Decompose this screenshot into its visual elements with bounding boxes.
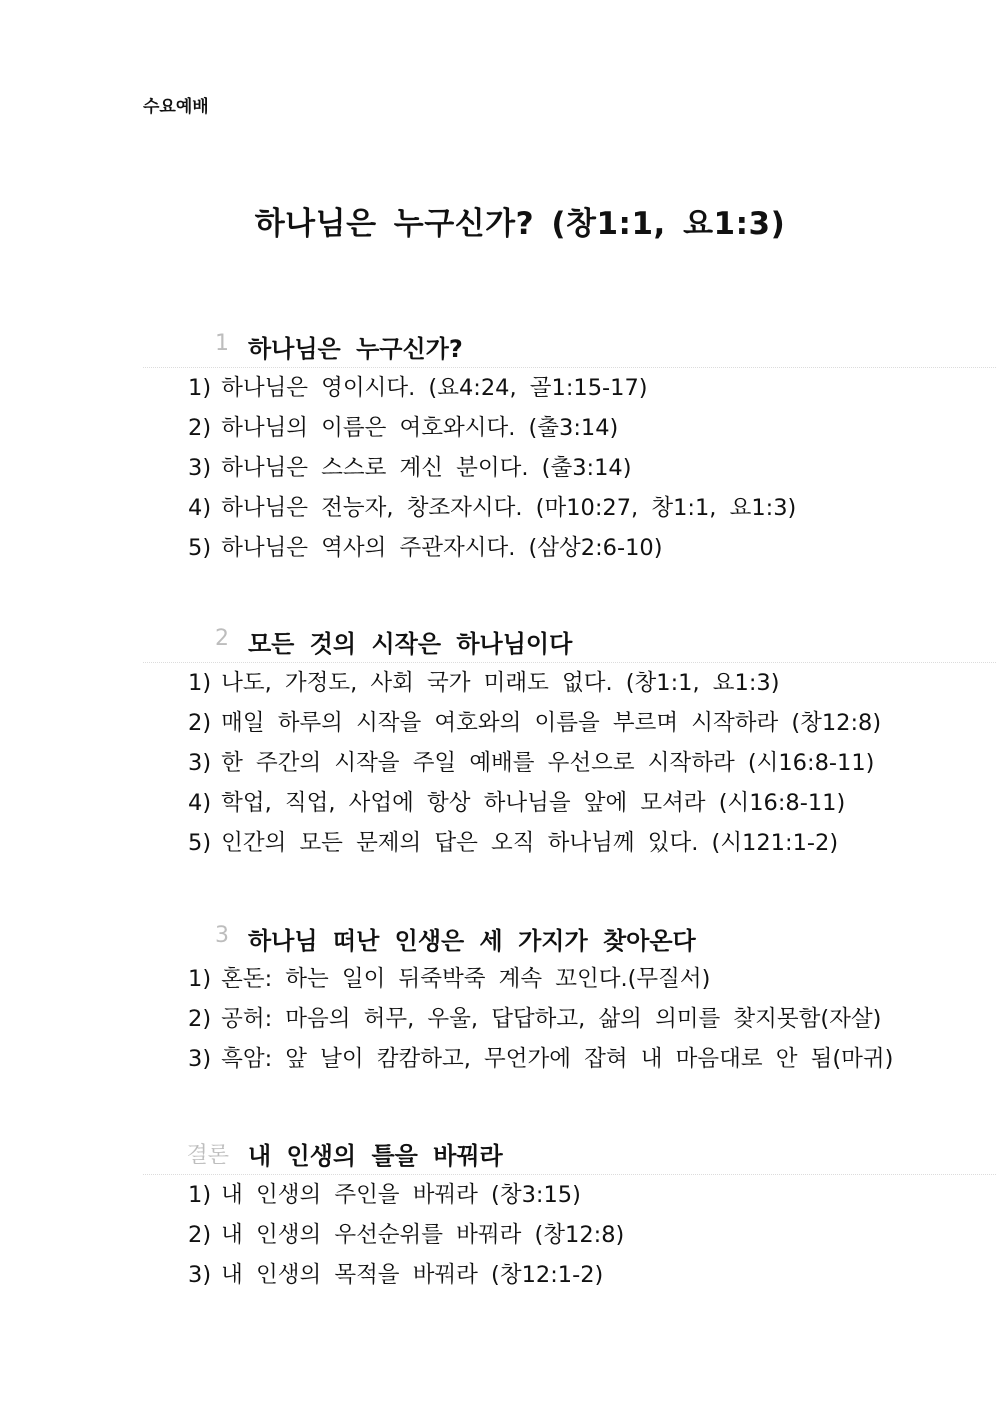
list-item <box>188 448 996 488</box>
item-number: 4) <box>188 790 212 816</box>
section-heading <box>143 1130 996 1175</box>
item-number: 4) <box>188 495 212 521</box>
item-number: 1) <box>188 375 212 401</box>
section-1 <box>143 323 996 568</box>
section-title: 하나님은 누구신가? <box>248 335 463 363</box>
section-number: 1 <box>215 331 229 356</box>
item-text: 내 인생의 목적을 바꿔라 (창12:1-2) <box>221 1262 604 1288</box>
item-number: 5) <box>188 535 212 561</box>
list-item <box>188 1255 996 1295</box>
list-item <box>188 743 996 783</box>
section-conclusion <box>143 1130 996 1295</box>
section-heading <box>143 323 996 368</box>
item-list <box>143 368 996 568</box>
item-number: 2) <box>188 1222 212 1248</box>
item-number: 3) <box>188 750 212 776</box>
list-item <box>188 1215 996 1255</box>
list-item <box>188 488 996 528</box>
item-number: 1) <box>188 966 212 992</box>
item-text: 하나님은 스스로 계신 분이다. (출3:14) <box>221 455 632 481</box>
section-heading <box>143 618 996 663</box>
list-item <box>188 1039 996 1079</box>
item-number: 1) <box>188 1182 212 1208</box>
section-number: 결론 <box>186 1143 229 1168</box>
item-number: 5) <box>188 830 212 856</box>
item-number: 2) <box>188 415 212 441</box>
item-text: 하나님은 영이시다. (요4:24, 골1:15-17) <box>221 375 648 401</box>
item-list <box>143 959 996 1079</box>
list-item <box>188 1175 996 1215</box>
item-number: 3) <box>188 1046 212 1072</box>
list-item <box>188 528 996 568</box>
item-number: 2) <box>188 710 212 736</box>
item-text: 한 주간의 시작을 주일 예배를 우선으로 시작하라 (시16:8-11) <box>221 750 875 776</box>
item-text: 하나님은 전능자, 창조자시다. (마10:27, 창1:1, 요1:3) <box>221 495 797 521</box>
item-number: 2) <box>188 1006 212 1032</box>
item-text: 흑암: 앞 날이 캄캄하고, 무언가에 잡혀 내 마음대로 안 됨(마귀) <box>221 1046 894 1072</box>
header-label: 수요예배 <box>143 97 209 117</box>
list-item <box>188 663 996 703</box>
item-list <box>143 663 996 863</box>
item-text: 내 인생의 우선순위를 바꿔라 (창12:8) <box>221 1222 625 1248</box>
list-item <box>188 368 996 408</box>
section-2 <box>143 618 996 863</box>
list-item <box>188 783 996 823</box>
section-number: 2 <box>215 626 229 651</box>
item-text: 하나님은 역사의 주관자시다. (삼상2:6-10) <box>221 535 663 561</box>
section-title: 내 인생의 틀을 바꿔라 <box>248 1142 503 1170</box>
list-item <box>188 959 996 999</box>
item-text: 학업, 직업, 사업에 항상 하나님을 앞에 모셔라 (시16:8-11) <box>221 790 846 816</box>
item-list <box>143 1175 996 1295</box>
item-number: 3) <box>188 1262 212 1288</box>
item-text: 혼돈: 하는 일이 뒤죽박죽 계속 꼬인다.(무질서) <box>221 966 711 992</box>
item-number: 1) <box>188 670 212 696</box>
section-title: 하나님 떠난 인생은 세 가지가 찾아온다 <box>248 927 696 955</box>
item-text: 인간의 모든 문제의 답은 오직 하나님께 있다. (시121:1-2) <box>221 830 839 856</box>
document-title: 하나님은 누구신가? (창1:1, 요1:3) <box>254 206 786 242</box>
section-3 <box>143 915 996 1079</box>
item-text: 하나님의 이름은 여호와시다. (출3:14) <box>221 415 619 441</box>
list-item <box>188 408 996 448</box>
list-item <box>188 703 996 743</box>
list-item <box>188 823 996 863</box>
item-number: 3) <box>188 455 212 481</box>
list-item <box>188 999 996 1039</box>
item-text: 내 인생의 주인을 바꿔라 (창3:15) <box>221 1182 581 1208</box>
item-text: 나도, 가정도, 사회 국가 미래도 없다. (창1:1, 요1:3) <box>221 670 780 696</box>
section-heading <box>143 915 996 959</box>
section-title: 모든 것의 시작은 하나님이다 <box>248 630 573 658</box>
item-text: 공허: 마음의 허무, 우울, 답답하고, 삶의 의미를 찾지못함(자살) <box>221 1006 882 1032</box>
item-text: 매일 하루의 시작을 여호와의 이름을 부르며 시작하라 (창12:8) <box>221 710 882 736</box>
section-number: 3 <box>215 923 229 948</box>
